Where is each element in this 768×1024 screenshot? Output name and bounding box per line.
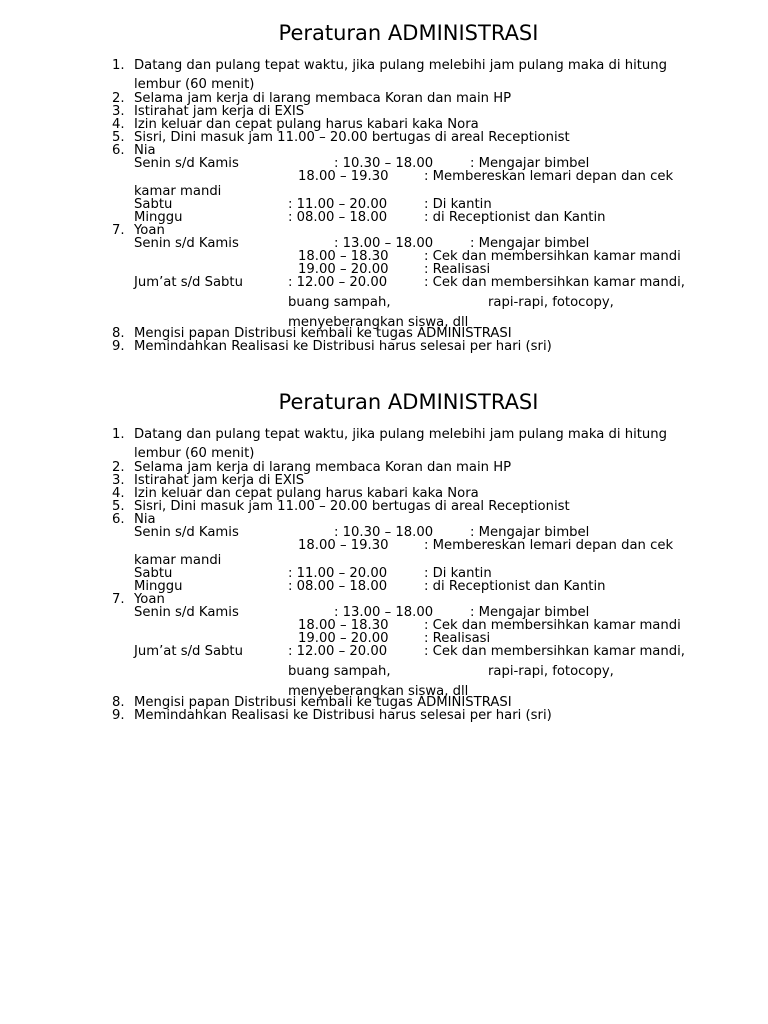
item-2-number: 2.	[112, 460, 125, 475]
yoan-jumat-cont-b: rapi-rapi, fotocopy,	[488, 295, 614, 310]
item-3-number: 3.	[112, 104, 125, 119]
item-4-number: 4.	[112, 117, 125, 132]
item-1-text-cont: lembur (60 menit)	[134, 77, 255, 92]
nia-senin-task-2-cont: kamar mandi	[134, 553, 222, 568]
item-3-text: Istirahat jam kerja di EXIS	[134, 104, 305, 119]
yoan-task-2: : Cek dan membersihkan kamar mandi	[424, 618, 681, 633]
item-8-text: Mengisi papan Distribusi kembali ke tugas ADMINISTRASI	[134, 326, 512, 341]
nia-sabtu-task: : Di kantin	[424, 197, 492, 212]
nia-senin-time-2: 18.00 – 19.30	[298, 169, 389, 184]
item-3-text: Istirahat jam kerja di EXIS	[134, 473, 305, 488]
nia-senin-task-2-cont: kamar mandi	[134, 184, 222, 199]
yoan-name: Yoan	[134, 592, 165, 607]
nia-minggu-label: Minggu	[134, 579, 183, 594]
regulation-section-1	[0, 0, 768, 370]
item-9-number: 9.	[112, 708, 125, 723]
yoan-jumat-cont-a: buang sampah,	[288, 295, 391, 310]
item-1-text: Datang dan pulang tepat waktu, jika pulang melebihi jam pulang maka di hitung	[134, 58, 667, 73]
yoan-task-2: : Cek dan membersihkan kamar mandi	[424, 249, 681, 264]
item-7-number: 7.	[112, 223, 125, 238]
nia-sabtu-time: : 11.00 – 20.00	[288, 566, 388, 581]
nia-sabtu-label: Sabtu	[134, 197, 173, 212]
yoan-jumat-time: : 12.00 – 20.00	[288, 644, 388, 659]
nia-senin-task-1: : Mengajar bimbel	[470, 156, 590, 171]
nia-minggu-time: : 08.00 – 18.00	[288, 210, 388, 225]
yoan-jumat-label: Jum’at s/d Sabtu	[134, 644, 243, 659]
item-5-number: 5.	[112, 130, 125, 145]
yoan-time-2: 18.00 – 18.30	[298, 618, 389, 633]
nia-minggu-label: Minggu	[134, 210, 183, 225]
yoan-jumat-cont-c: menyeberangkan siswa, dll	[288, 684, 469, 699]
nia-senin-time-2: 18.00 – 19.30	[298, 538, 389, 553]
regulation-section-2	[0, 369, 768, 739]
nia-minggu-time: : 08.00 – 18.00	[288, 579, 388, 594]
item-9-text: Memindahkan Realisasi ke Distribusi harus selesai per hari (sri)	[134, 708, 552, 723]
item-4-text: Izin keluar dan cepat pulang harus kabari kaka Nora	[134, 117, 479, 132]
item-4-text: Izin keluar dan cepat pulang harus kabari kaka Nora	[134, 486, 479, 501]
item-1-number: 1.	[112, 58, 125, 73]
nia-sabtu-task: : Di kantin	[424, 566, 492, 581]
page-title: Peraturan ADMINISTRASI	[278, 390, 539, 414]
nia-senin-time-1: : 10.30 – 18.00	[334, 156, 434, 171]
item-2-text: Selama jam kerja di larang membaca Koran dan main HP	[134, 460, 512, 475]
yoan-jumat-cont-a: buang sampah,	[288, 664, 391, 679]
item-9-text: Memindahkan Realisasi ke Distribusi harus selesai per hari (sri)	[134, 339, 552, 354]
nia-senin-time-1: : 10.30 – 18.00	[334, 525, 434, 540]
item-5-text: Sisri, Dini masuk jam 11.00 – 20.00 bertugas di areal Receptionist	[134, 499, 570, 514]
nia-senin-task-2: : Membereskan lemari depan dan cek	[424, 169, 674, 184]
nia-senin-label: Senin s/d Kamis	[134, 525, 239, 540]
item-5-number: 5.	[112, 499, 125, 514]
yoan-jumat-time: : 12.00 – 20.00	[288, 275, 388, 290]
yoan-name: Yoan	[134, 223, 165, 238]
item-2-text: Selama jam kerja di larang membaca Koran dan main HP	[134, 91, 512, 106]
yoan-time-1: : 13.00 – 18.00	[334, 236, 434, 251]
item-7-number: 7.	[112, 592, 125, 607]
yoan-jumat-task: : Cek dan membersihkan kamar mandi,	[424, 644, 685, 659]
yoan-senin-label: Senin s/d Kamis	[134, 605, 239, 620]
yoan-task-1: : Mengajar bimbel	[470, 236, 590, 251]
nia-sabtu-label: Sabtu	[134, 566, 173, 581]
yoan-jumat-task: : Cek dan membersihkan kamar mandi,	[424, 275, 685, 290]
page-title: Peraturan ADMINISTRASI	[278, 21, 539, 45]
item-8-text: Mengisi papan Distribusi kembali ke tugas ADMINISTRASI	[134, 695, 512, 710]
item-1-number: 1.	[112, 427, 125, 442]
yoan-task-3: : Realisasi	[424, 262, 491, 277]
yoan-task-3: : Realisasi	[424, 631, 491, 646]
yoan-task-1: : Mengajar bimbel	[470, 605, 590, 620]
item-1-text-cont: lembur (60 menit)	[134, 446, 255, 461]
nia-senin-label: Senin s/d Kamis	[134, 156, 239, 171]
yoan-time-2: 18.00 – 18.30	[298, 249, 389, 264]
yoan-time-1: : 13.00 – 18.00	[334, 605, 434, 620]
item-3-number: 3.	[112, 473, 125, 488]
item-1-text: Datang dan pulang tepat waktu, jika pulang melebihi jam pulang maka di hitung	[134, 427, 667, 442]
yoan-jumat-cont-c: menyeberangkan siswa, dll	[288, 315, 469, 330]
item-5-text: Sisri, Dini masuk jam 11.00 – 20.00 bertugas di areal Receptionist	[134, 130, 570, 145]
nia-name: Nia	[134, 143, 156, 158]
item-2-number: 2.	[112, 91, 125, 106]
yoan-jumat-cont-b: rapi-rapi, fotocopy,	[488, 664, 614, 679]
nia-senin-task-2: : Membereskan lemari depan dan cek	[424, 538, 674, 553]
yoan-time-3: 19.00 – 20.00	[298, 262, 389, 277]
nia-minggu-task: : di Receptionist dan Kantin	[424, 210, 606, 225]
item-8-number: 8.	[112, 326, 125, 341]
item-4-number: 4.	[112, 486, 125, 501]
yoan-jumat-label: Jum’at s/d Sabtu	[134, 275, 243, 290]
nia-sabtu-time: : 11.00 – 20.00	[288, 197, 388, 212]
nia-senin-task-1: : Mengajar bimbel	[470, 525, 590, 540]
nia-name: Nia	[134, 512, 156, 527]
nia-minggu-task: : di Receptionist dan Kantin	[424, 579, 606, 594]
item-6-number: 6.	[112, 143, 125, 158]
yoan-time-3: 19.00 – 20.00	[298, 631, 389, 646]
item-9-number: 9.	[112, 339, 125, 354]
item-8-number: 8.	[112, 695, 125, 710]
yoan-senin-label: Senin s/d Kamis	[134, 236, 239, 251]
item-6-number: 6.	[112, 512, 125, 527]
